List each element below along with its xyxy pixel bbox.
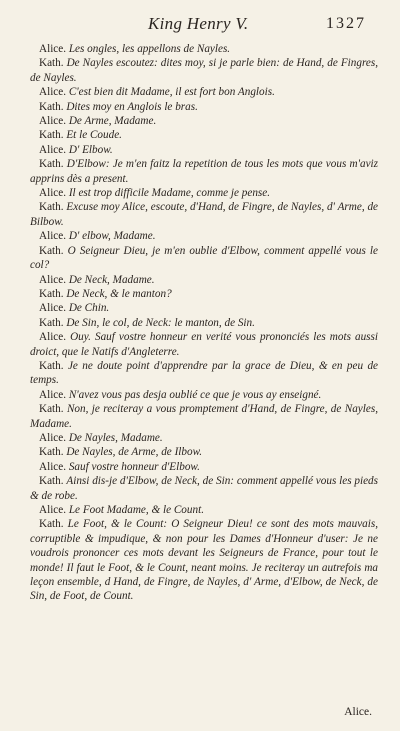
speech-line: De Chin. <box>68 302 110 315</box>
speech <box>30 157 378 186</box>
speaker-name: Kath. <box>39 446 64 459</box>
speech-line: Je ne doute point d'apprendre par la grace de Dieu, & en peu de temps. <box>30 359 379 387</box>
speaker-name: Alice. <box>39 230 67 243</box>
speaker-name: Kath. <box>39 158 64 171</box>
speaker-name: Alice. <box>39 187 67 200</box>
speech <box>30 143 378 157</box>
speech-line: Les ongles, les appellons de Nayles. <box>68 43 231 55</box>
speech <box>30 287 378 301</box>
speaker-name: Alice. <box>39 143 67 156</box>
speech <box>30 359 378 388</box>
speech-line: De Sin, le col, de Neck: le manton, de Sin. <box>66 316 255 329</box>
speech <box>30 114 378 128</box>
speaker-name: Kath. <box>39 100 64 113</box>
speaker-name: Kath. <box>39 201 64 214</box>
speech-line: D'Elbow: Je m'en faitz la repetition de tous les mots que vous m'aviz apprins dès a present. <box>30 158 379 185</box>
speaker-name: Alice. <box>39 43 67 55</box>
speech-line: De Arme, Madame. <box>68 115 157 128</box>
speech-line: De Neck, & le manton? <box>66 287 172 300</box>
speech <box>30 517 378 603</box>
speaker-name: Kath. <box>39 287 64 300</box>
speech-line: Il est trop difficile Madame, comme je pense. <box>68 187 271 200</box>
speech-line: Sauf vostre honneur d'Elbow. <box>68 460 200 473</box>
speech <box>30 330 378 359</box>
speech <box>30 503 378 517</box>
speech-line: C'est bien dit Madame, il est fort bon Anglois. <box>68 86 275 99</box>
speech <box>30 316 378 330</box>
speech-line: Ouy. Sauf vostre honneur en verité vous prononciés les mots aussi droict, que le Natifs d'Angleterre. <box>30 331 378 358</box>
speaker-name: Alice. <box>39 86 67 99</box>
dialogue-text <box>30 42 378 604</box>
speaker-name: Alice. <box>39 331 67 344</box>
speech-line: Non, je reciteray a vous promptement d'Hand, de Fingre, de Nayles, Madame. <box>30 403 379 430</box>
speech-line: De Neck, Madame. <box>68 273 155 286</box>
speech <box>30 273 378 287</box>
speech-line: D' elbow, Madame. <box>68 230 156 243</box>
speech-line: Le Foot, & le Count: O Seigneur Dieu! ce sont des mots mauvais, corruptible & impudique, & non pour les Dames d'Honneur d'user: Je ne voudrois prononcer ces mots devant les Seigneurs de France, pour tout le monde! Il faut le Foot, & le Count, neant moins. Je reciteray un autrefois ma leçon ensemble, d Hand, de Fingre, de Nayles, d' Arme, d'Elbow, de Neck, de Sin, de Foot, de Count. <box>30 518 379 603</box>
speech-line: D' Elbow. <box>68 143 113 156</box>
speech <box>30 56 378 85</box>
speech-line: Dites moy en Anglois le bras. <box>66 100 198 113</box>
speaker-name: Alice. <box>39 273 67 286</box>
speaker-name: Kath. <box>39 244 64 257</box>
speech <box>30 474 378 503</box>
speech <box>30 200 378 229</box>
speech <box>30 388 378 402</box>
speech <box>30 244 378 273</box>
speaker-name: Alice. <box>39 460 67 473</box>
speech-line: Et le Coude. <box>66 129 122 142</box>
speech <box>30 402 378 431</box>
speaker-name: Kath. <box>39 475 64 488</box>
speech-line: De Nayles escoutez: dites moy, si je parle bien: de Hand, de Fingres, de Nayles. <box>30 57 379 84</box>
speech <box>30 229 378 243</box>
running-title: King Henry V. <box>148 14 249 33</box>
speech-line: Excuse moy Alice, escoute, d'Hand, de Fingre, de Nayles, d' Arme, de Bilbow. <box>30 201 379 228</box>
speaker-name: Kath. <box>39 57 64 70</box>
speaker-name: Alice. <box>39 302 67 315</box>
page-header <box>0 14 400 38</box>
speaker-name: Kath. <box>39 129 64 142</box>
speaker-name: Alice. <box>39 115 67 128</box>
speaker-name: Alice. <box>39 431 67 444</box>
speaker-name: Kath. <box>39 518 64 531</box>
speech-line: Ainsi dis-je d'Elbow, de Neck, de Sin: comment appellé vous les pieds & de robe. <box>30 475 378 502</box>
speech-line: De Nayles, de Arme, de Ilbow. <box>66 446 203 459</box>
speech <box>30 128 378 142</box>
speech <box>30 460 378 474</box>
speaker-name: Kath. <box>39 403 64 416</box>
speech-line: De Nayles, Madame. <box>68 431 163 444</box>
speech <box>30 431 378 445</box>
speaker-name: Kath. <box>39 359 64 372</box>
speech-line: N'avez vous pas desja oublié ce que je vous ay enseigné. <box>68 388 322 401</box>
speech-line: Le Foot Madame, & le Count. <box>68 504 204 516</box>
catchword: Alice. <box>344 706 372 718</box>
speaker-name: Kath. <box>39 316 64 329</box>
speaker-name: Alice. <box>39 504 67 516</box>
speech <box>30 42 378 56</box>
speech-line: O Seigneur Dieu, je m'en oublie d'Elbow, comment appellé vous le col? <box>30 244 379 272</box>
speech <box>30 100 378 114</box>
speech <box>30 85 378 99</box>
page-number: 1327 <box>326 15 366 32</box>
speech <box>30 301 378 315</box>
speech <box>30 445 378 459</box>
speaker-name: Alice. <box>39 388 67 401</box>
speech <box>30 186 378 200</box>
